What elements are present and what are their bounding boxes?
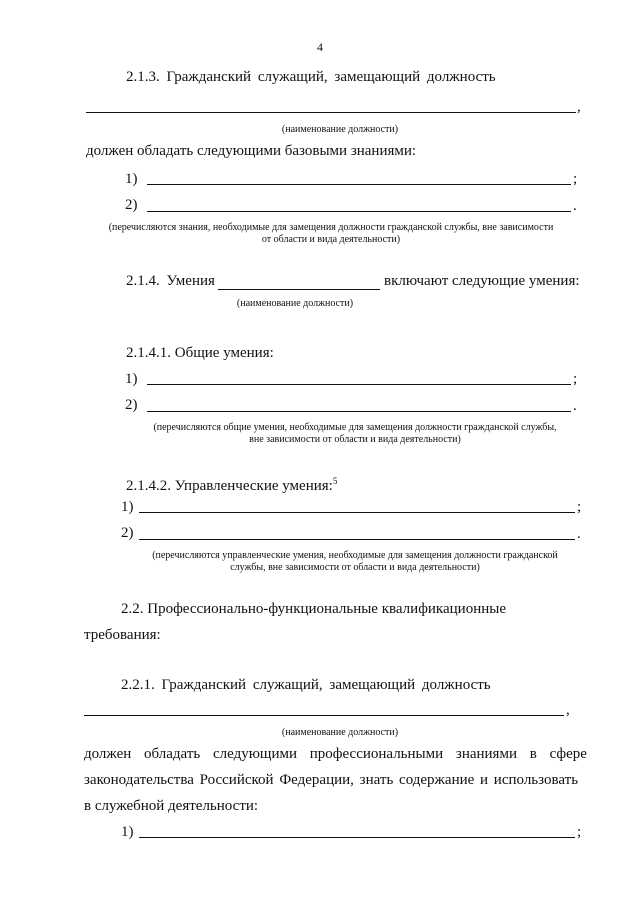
general-skills-note-line-1: (перечисляются общие умения, необходимые для замещения должности гражданской службы, bbox=[153, 422, 557, 433]
section-2-1-4-1-heading: 2.1.4.1. Общие умения: bbox=[126, 345, 274, 361]
knowledge-note-line-2: от области и вида деятельности) bbox=[261, 234, 401, 245]
section-2-1-4-prefix: 2.1.4. Умения bbox=[126, 273, 215, 289]
general-skill-1-blank-line[interactable] bbox=[147, 384, 571, 385]
section-2-2-heading-line-1: 2.2. Профессионально-функциональные квалификационные bbox=[121, 601, 506, 617]
basic-knowledge-intro: должен обладать следующими базовыми знаниями: bbox=[86, 143, 417, 159]
item-end-punct: ; bbox=[573, 371, 578, 387]
item-end-punct: ; bbox=[577, 824, 582, 840]
professional-position-caption: (наименование должности) bbox=[281, 727, 399, 738]
knowledge-item-1-blank-line[interactable] bbox=[147, 184, 571, 185]
management-skills-note-line-2: службы, вне зависимости от области и вида деятельности) bbox=[230, 562, 480, 573]
list-number: 1) bbox=[125, 371, 138, 387]
professional-knowledge-1-blank-line[interactable] bbox=[139, 837, 575, 838]
general-skills-note-line-2: вне зависимости от области и вида деятельности) bbox=[249, 434, 461, 445]
comma: , bbox=[566, 702, 570, 718]
list-number: 1) bbox=[121, 824, 134, 840]
item-end-punct: . bbox=[573, 398, 577, 414]
list-number: 1) bbox=[125, 171, 138, 187]
management-skill-1-blank-line[interactable] bbox=[139, 512, 575, 513]
management-skills-heading-text: 2.1.4.2. Управленческие умения: bbox=[126, 478, 333, 494]
item-end-punct: ; bbox=[573, 171, 578, 187]
list-number: 2) bbox=[125, 197, 138, 213]
management-skill-2-blank-line[interactable] bbox=[139, 539, 575, 540]
position-name-blank-line[interactable] bbox=[86, 112, 576, 113]
list-number: 1) bbox=[121, 499, 134, 515]
knowledge-note-line-1: (перечисляются знания, необходимые для замещения должности гражданской службы, вне зависимости bbox=[108, 222, 554, 233]
skills-position-caption: (наименование должности) bbox=[236, 298, 354, 309]
position-name-caption: (наименование должности) bbox=[281, 124, 399, 135]
section-2-1-3-heading: 2.1.3. Гражданский служащий, замещающий должность bbox=[126, 69, 496, 85]
item-end-punct: . bbox=[577, 526, 581, 542]
general-skill-2-blank-line[interactable] bbox=[147, 411, 571, 412]
skills-position-blank-line[interactable] bbox=[218, 289, 380, 290]
professional-paragraph-line-2: законодательства Российской Федерации, знать содержание и использовать bbox=[84, 772, 579, 788]
professional-paragraph-line-3: в служебной деятельности: bbox=[84, 798, 259, 814]
management-skills-note-line-1: (перечисляются управленческие умения, необходимые для замещения должности гражданской bbox=[152, 550, 558, 561]
item-end-punct: ; bbox=[577, 499, 582, 515]
section-2-1-4-suffix: включают следующие умения: bbox=[384, 273, 580, 289]
item-end-punct: . bbox=[573, 198, 577, 214]
section-2-2-1-heading: 2.2.1. Гражданский служащий, замещающий должность bbox=[121, 677, 491, 693]
list-number: 2) bbox=[125, 397, 138, 413]
footnote-marker[interactable]: 5 bbox=[332, 476, 338, 486]
section-2-2-heading-line-2: требования: bbox=[84, 627, 161, 643]
list-number: 2) bbox=[121, 525, 134, 541]
knowledge-item-2-blank-line[interactable] bbox=[147, 211, 571, 212]
professional-position-blank-line[interactable] bbox=[84, 715, 564, 716]
professional-paragraph-line-1: должен обладать следующими профессиональными знаниями в сфере bbox=[84, 746, 587, 762]
comma: , bbox=[577, 99, 581, 115]
section-2-1-4-2-heading bbox=[126, 472, 337, 495]
page-number: 4 bbox=[317, 40, 323, 54]
